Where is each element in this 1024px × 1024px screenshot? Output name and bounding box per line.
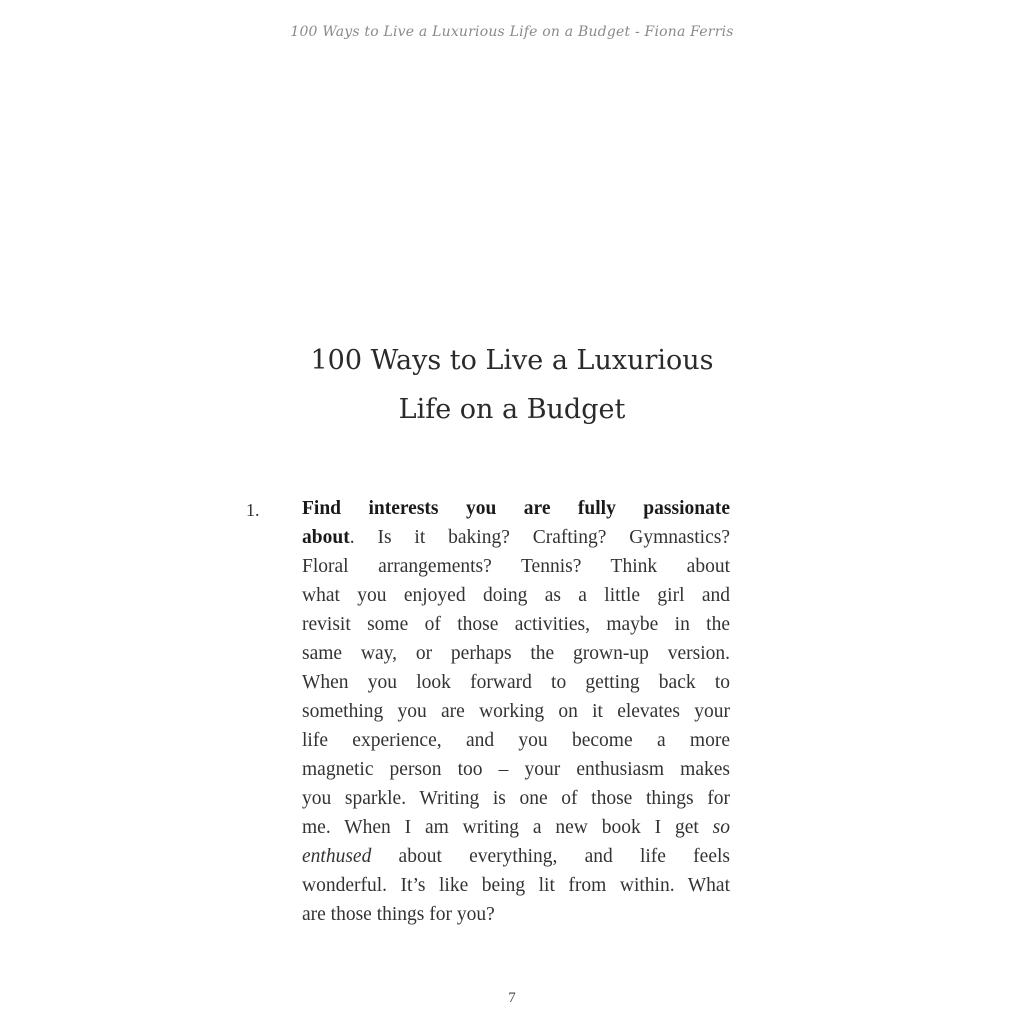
body-line	[302, 525, 730, 551]
chapter-title-line-2: Life on a Budget	[398, 394, 626, 425]
emphasis: enthused	[302, 846, 372, 867]
body-line: revisit some of those activities, maybe in the	[302, 614, 730, 635]
body-line: wonderful. It’s like being lit from within. What	[302, 875, 730, 896]
emphasis: so	[712, 817, 730, 838]
body-text: . Is it baking? Crafting? Gymnastics?	[349, 527, 730, 548]
body-line: what you enjoyed doing as a little girl and	[302, 585, 730, 606]
body-line: are those things for you?	[302, 904, 495, 925]
body-line	[302, 844, 730, 870]
body-line	[302, 496, 730, 522]
body-line: life experience, and you become a more	[302, 730, 730, 751]
running-header: 100 Ways to Live a Luxurious Life on a Budget - Fiona Ferris	[290, 24, 734, 40]
chapter-title-line-1: 100 Ways to Live a Luxurious	[310, 345, 714, 376]
item-heading: Find interests you are fully passionate	[302, 498, 730, 519]
body-line: something you are working on it elevates your	[302, 701, 730, 722]
body-text: me. When I am writing a new book I get	[302, 817, 713, 838]
body-line: same way, or perhaps the grown-up version.	[302, 643, 730, 664]
body-text: about everything, and life feels	[371, 846, 730, 867]
body-line	[302, 815, 730, 841]
list-item-number: 1.	[246, 500, 260, 520]
body-line: When you look forward to getting back to	[302, 672, 730, 693]
item-heading-end: about	[302, 527, 350, 548]
body-line: you sparkle. Writing is one of those things for	[302, 788, 730, 809]
body-line: Floral arrangements? Tennis? Think about	[302, 556, 730, 577]
body-line: magnetic person too – your enthusiasm makes	[302, 759, 730, 780]
page-number: 7	[508, 990, 516, 1006]
